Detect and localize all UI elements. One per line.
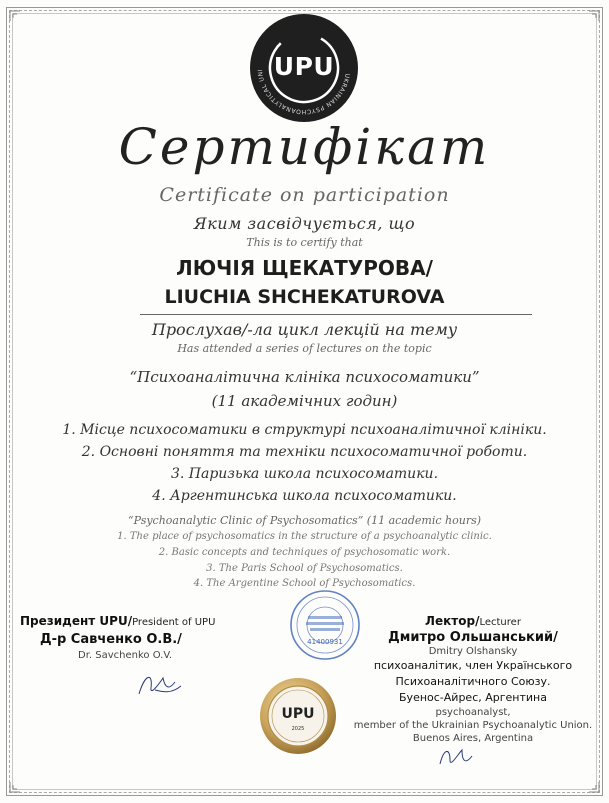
- lecturer-block: [348, 614, 598, 745]
- course-title-en: “Psychoanalytic Clinic of Psychosomatics” (11 academic hours): [127, 514, 482, 527]
- topic-en-item: 4. The Argentine School of Psychosomatics.: [193, 578, 416, 589]
- corner-ornament-icon: [8, 9, 30, 31]
- lecturer-desc-en-line: Buenos Aires, Argentina: [412, 733, 534, 744]
- stamp-number: 41400931: [307, 638, 343, 646]
- name-underline: [140, 314, 532, 315]
- lecturer-title-en: Lecturer: [479, 617, 521, 628]
- president-title-ua: Президент UPU/: [20, 614, 133, 628]
- topic-en-item: 3. The Paris School of Psychosomatics.: [206, 563, 403, 574]
- lecturer-signature-icon: [436, 742, 476, 772]
- president-block: [20, 614, 280, 661]
- attended-text-ua: Прослухав/-ла цикл лекцій на тему: [151, 320, 458, 339]
- topic-en-item: 1. The place of psychosomatics in the structure of a psychoanalytic clinic.: [117, 531, 492, 542]
- lecturer-description-en: [348, 706, 598, 745]
- logo-text: UPU: [273, 52, 335, 81]
- attended-text-en: Has attended a series of lectures on the topic: [177, 342, 432, 355]
- president-signature-icon: [135, 664, 185, 704]
- recipient-name-en: LIUCHIA SHCHEKATUROVA: [164, 286, 445, 308]
- president-name-ua: Д-р Савченко О.В./: [40, 632, 182, 647]
- topic-ua-item: 1. Місце психосоматики в структурі психоаналітичної клініки.: [62, 422, 547, 438]
- topic-ua-item: 3. Паризька школа психосоматики.: [170, 466, 439, 482]
- topic-ua-item: 2. Основні поняття та техніки психосоматичної роботи.: [81, 444, 528, 460]
- logo-ring-text: UKRAINIAN PSYCHOANALYTICAL UNI: [256, 68, 351, 116]
- lecturer-desc-line: психоаналітик, член Українського: [373, 659, 573, 672]
- topic-en-item: 2. Basic concepts and techniques of psychosomatic work.: [158, 547, 451, 558]
- lecturer-desc-en-line: member of the Ukrainian Psychoanalytic Union.: [353, 720, 593, 731]
- certify-text-ua: Яким засвідчується, що: [193, 214, 416, 233]
- certify-text-en: This is to certify that: [246, 236, 363, 249]
- lecturer-title-ua: Лектор/: [425, 614, 480, 628]
- corner-ornament-icon: [8, 772, 30, 794]
- president-title-en: President of UPU: [132, 617, 216, 628]
- corner-ornament-icon: [579, 9, 601, 31]
- seal-year: 2025: [291, 726, 305, 732]
- lecturer-name-en: Dmitry Olshansky: [428, 646, 518, 657]
- certificate-subtitle: Certificate on participation: [159, 184, 450, 206]
- seal-text: UPU: [281, 706, 315, 722]
- course-hours-ua: (11 академічних годин): [211, 392, 398, 410]
- lecturer-description-ua: [348, 658, 598, 706]
- lecturer-desc-en-line: psychoanalyst,: [435, 707, 511, 718]
- gold-seal: [258, 676, 338, 756]
- upu-logo: [248, 12, 360, 124]
- lecturer-name-ua: Дмитро Ольшанський/: [388, 630, 558, 645]
- president-name-en: Dr. Savchenko O.V.: [78, 650, 173, 661]
- topic-ua-item: 4. Аргентинська школа психосоматики.: [152, 488, 457, 504]
- certificate-title: Сертифікат: [118, 118, 491, 176]
- lecturer-title: [348, 614, 598, 628]
- lecturer-desc-line: Психоаналітичного Союзу.: [395, 675, 551, 688]
- lecturer-desc-line: Буенос-Айрес, Аргентина: [399, 691, 547, 704]
- president-title: [20, 614, 280, 628]
- corner-ornament-icon: [579, 772, 601, 794]
- course-title-ua: “Психоаналітична клініка психосоматики”: [129, 368, 480, 386]
- recipient-name-ua: ЛЮЧІЯ ЩЕКАТУРОВА/: [176, 256, 433, 280]
